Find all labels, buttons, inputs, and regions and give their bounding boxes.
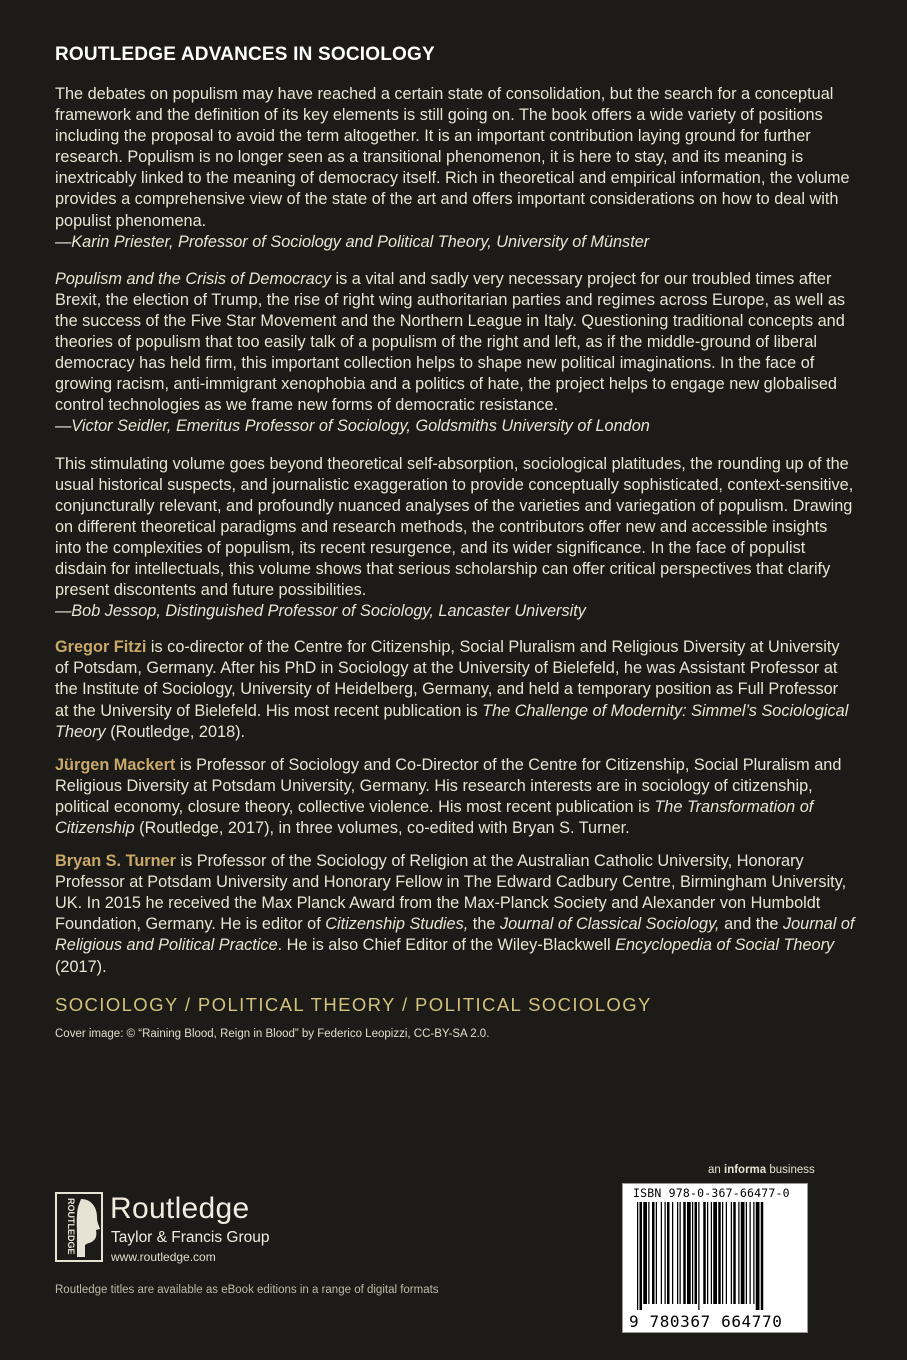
barcode-bar (756, 1202, 760, 1310)
barcode-bar (665, 1202, 666, 1304)
barcode-bars (637, 1202, 797, 1310)
bio-fitzi: Gregor Fitzi is co-director of the Centre for Citizenship, Social Pluralism and Religious Diversity at University of Potsdam, Germany. After his PhD in Sociology at the University of Bielefeld, he was Assistant Professor at the Institute of Sociology, University of Heidelberg, Germany, and held a temporary position as Full Professor at the University of Bielefeld. His most recent publication is The Challenge of Modernity: Simmel’s Sociological Theory (Routledge, 2018). (55, 638, 849, 741)
barcode-bar (731, 1202, 732, 1304)
blurb-text: This stimulating volume goes beyond theoretical self-absorption, sociological platitudes, the rounding up of the usual historical suspects, and journalistic exaggeration to provide conceptually sophisticated, context-sensitive, conjuncturally relevant, and profoundly nuanced analyses of the varieties and variegation of populism. Drawing on different theoretical paradigms and research methods, the contributors offer new and accessible insights into the complexities of populism, its recent resurgence, and its wider significance. In the face of populist disdain for intellectuals, this volume shows that serious scholarship can offer critical perspectives that clarify present discontents and future possibilities. (55, 454, 854, 600)
barcode-bar (695, 1202, 698, 1304)
author-name: Gregor Fitzi (55, 638, 147, 657)
ebook-note: Routledge titles are available as eBook editions in a range of digital formats (55, 1284, 439, 1296)
barcode-bar (718, 1202, 721, 1304)
blurb-text: Populism and the Crisis of Democracy is a vital and sadly very necessary project for our troubled times after Brexit, the election of Trump, the rise of right wing authoritarian parties and regimes across Europe, as well as the success of the Five Star Movement and the Northern League in Italy. Questioning traditional concepts and theories of populism that too easily talk of a populism of the right and left, as if the middle-ground of liberal democracy has held firm, this important collection helps to shape new political imaginations. In the face of growing racism, anti-immigrant xenophobia and a politics of hate, the project helps to engage new globalised control technologies as we frame new forms of democratic resistance. (55, 269, 846, 415)
blurb-jessop (55, 454, 855, 623)
cover-image-credit: Cover image: © “Raining Blood, Reign in Blood” by Federico Leopizzi, CC-BY-SA 2.0. (55, 1027, 490, 1040)
subject-categories: SOCIOLOGY / POLITICAL THEORY / POLITICAL SOCIOLOGY (55, 993, 652, 1015)
isbn-digits: 9 780367 664770 (629, 1312, 783, 1331)
barcode-bar (648, 1202, 649, 1304)
barcode-bar (733, 1202, 736, 1304)
back-cover-text (55, 44, 855, 1040)
barcode-bar (713, 1202, 717, 1304)
barcode-bar (707, 1202, 708, 1304)
barcode-bar (746, 1202, 747, 1304)
blurb-seidler (55, 269, 855, 438)
author-name: Bryan S. Turner (55, 852, 176, 871)
barcode-bar (692, 1202, 693, 1304)
blurb-attribution: —Victor Seidler, Emeritus Professor of Sociology, Goldsmiths University of London (55, 417, 650, 436)
barcode-bar (761, 1202, 764, 1310)
barcode-bar (637, 1202, 638, 1310)
barcode-bar (741, 1202, 745, 1304)
barcode-bar (667, 1202, 670, 1304)
blurb-attribution: —Karin Priester, Professor of Sociology and Political Theory, University of Münster (55, 232, 650, 251)
book-title: Populism and the Crisis of Democracy (55, 269, 331, 288)
isbn-label: ISBN 978-0-367-66477-0 (633, 1186, 790, 1200)
barcode-bar (680, 1202, 681, 1304)
barcode-bar (677, 1202, 678, 1304)
barcode-bar (722, 1202, 723, 1304)
bio-mackert: Jürgen Mackert is Professor of Sociology and Co-Director of the Centre for Citizenship, Social Pluralism and Religious Diversity at Potsdam University, Germany. His research interests are in sociology of citizenship, political economy, closure theory, collective violence. His most recent publication is The Transformation of Citizenship (Routledge, 2017), in three volumes, co-edited with Bryan S. Turner. (55, 755, 842, 837)
blurb-attribution: —Bob Jessop, Distinguished Professor of Sociology, Lancaster University (55, 602, 586, 621)
publisher-url: www.routledge.com (111, 1250, 216, 1264)
publisher-name: Routledge (110, 1192, 250, 1225)
barcode-bar (656, 1202, 657, 1304)
barcode-bar (643, 1202, 647, 1304)
author-name: Jürgen Mackert (55, 755, 176, 774)
barcode-bar (661, 1202, 662, 1304)
routledge-head-icon: ROUTLEDGE (55, 1192, 103, 1262)
barcode-bar (652, 1202, 655, 1304)
barcode-bar (711, 1202, 712, 1304)
barcode-bar (640, 1202, 643, 1310)
blurb-text: The debates on populism may have reached a certain state of consolidation, but the search for a conceptual framework and the definition of its key elements is still going on. The book offers a wide variety of positions including the proposal to avoid the term altogether. It is an important contribution laying ground for further research. Populism is no longer seen as a transitional phenomenon, it is here to stay, and its meaning is inextricably linked to the meaning of democracy itself. Rich in theoretical and empirical information, the volume provides a comprehensive view of the state of the art and offers important considerations on how to deal with populist phenomena. (55, 85, 850, 230)
series-title: ROUTLEDGE ADVANCES IN SOCIOLOGY (55, 44, 435, 65)
isbn-barcode (622, 1183, 808, 1333)
informa-tagline: an informa business (708, 1164, 815, 1176)
barcode-bar (683, 1202, 686, 1304)
publisher-group: Taylor & Francis Group (111, 1229, 270, 1246)
barcode-bar (753, 1202, 754, 1304)
barcode-bar (726, 1202, 727, 1304)
barcode-bar (687, 1202, 691, 1304)
barcode-bar (698, 1202, 699, 1310)
barcode-bar (750, 1202, 751, 1304)
barcode-bar (672, 1202, 673, 1304)
bio-turner: Bryan S. Turner is Professor of the Sociology of Religion at the Australian Catholic University, Honorary Professor at Potsdam University and Honorary Fellow in The Edward Cadbury Centre, Birmingham University, UK. In 2015 he received the Max Planck Award from the Max-Planck Society and Alexander von Humboldt Foundation, Germany. He is editor of Citizenship Studies, the Journal of Classical Sociology, and the Journal of Religious and Political Practice. He is also Chief Editor of the Wiley-Blackwell Encyclopedia of Social Theory (2017). (55, 852, 855, 976)
routledge-logo (55, 1192, 355, 1272)
barcode-bar (738, 1202, 739, 1304)
barcode-bar (703, 1202, 706, 1304)
blurb-priester (55, 84, 855, 253)
